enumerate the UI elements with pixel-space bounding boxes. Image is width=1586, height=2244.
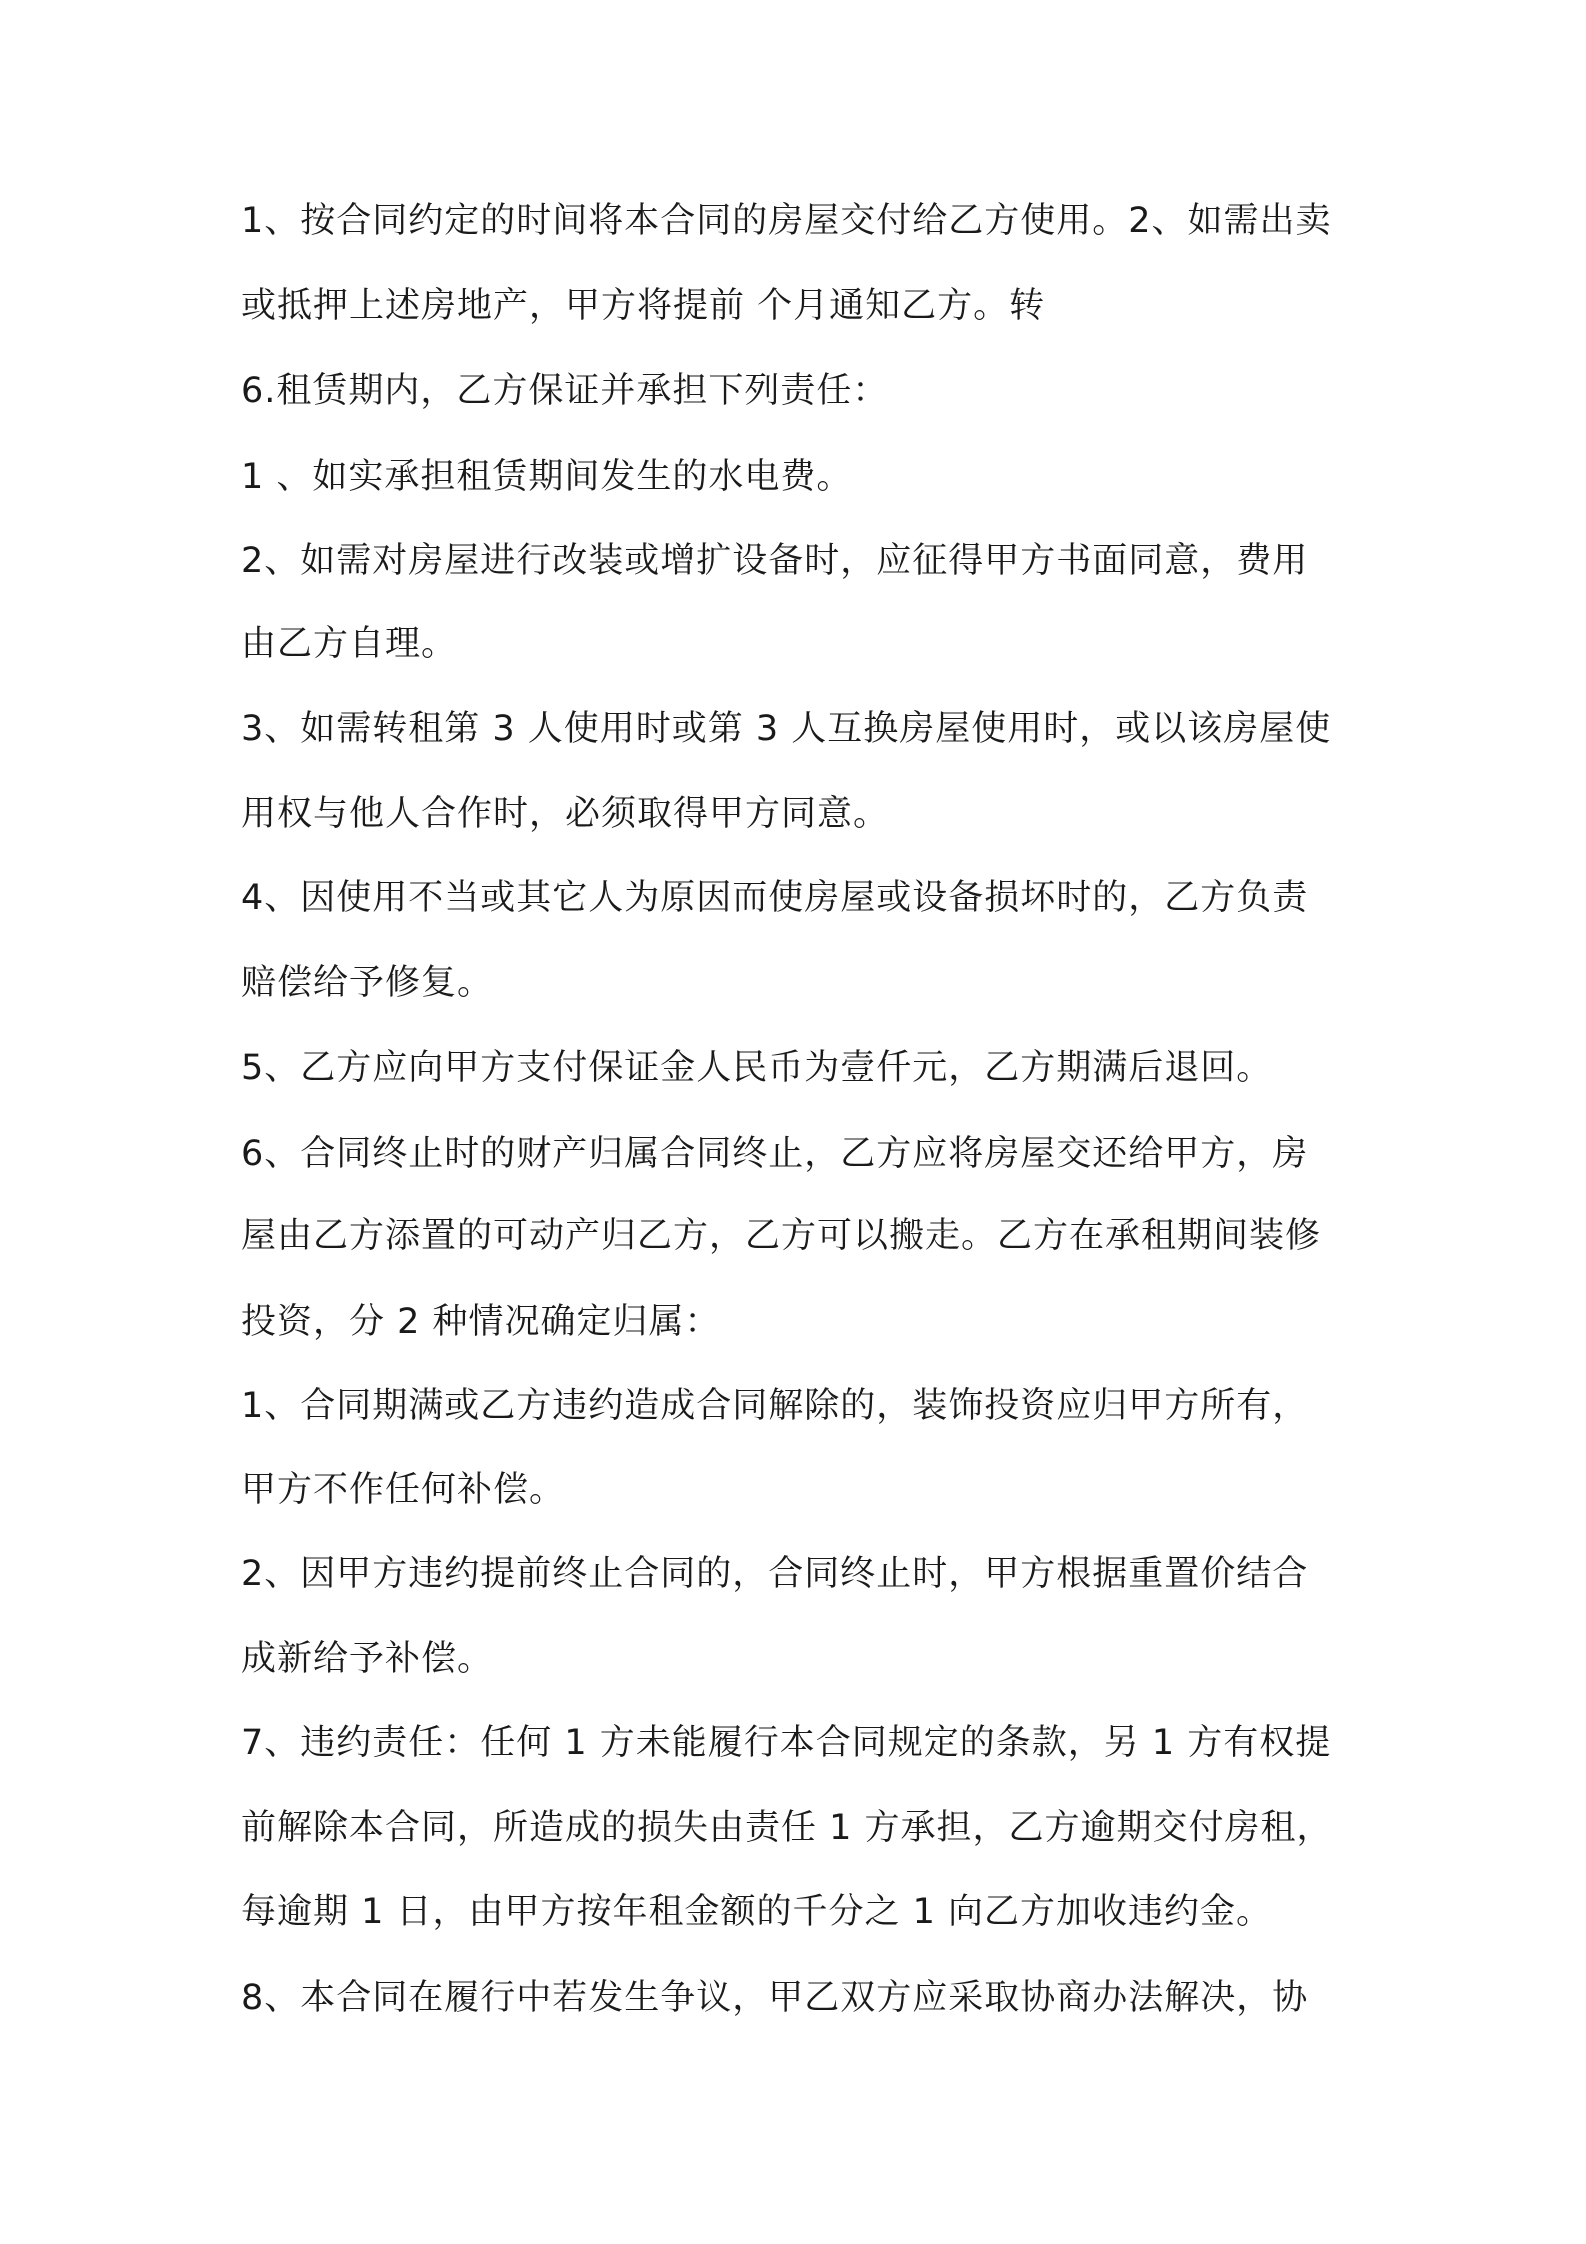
- text-line: 6、合同终止时的财产归属合同终止，乙方应将房屋交还给甲方，房: [241, 1134, 1309, 1174]
- text-line: 或抵押上述房地产，甲方将提前 个月通知乙方。转: [241, 286, 1046, 326]
- text-line: 8、本合同在履行中若发生争议，甲乙双方应采取协商办法解决，协: [241, 1978, 1309, 2018]
- text-line: 用权与他人合作时，必须取得甲方同意。: [241, 794, 890, 834]
- text-line: 1、合同期满或乙方违约造成合同解除的，装饰投资应归甲方所有，: [241, 1386, 1309, 1426]
- text-line: 2、因甲方违约提前终止合同的，合同终止时，甲方根据重置价结合: [241, 1554, 1309, 1594]
- text-line: 6.租赁期内，乙方保证并承担下列责任：: [241, 371, 889, 411]
- text-line: 由乙方自理。: [241, 624, 458, 664]
- text-line: 每逾期 1 日，由甲方按年租金额的千分之 1 向乙方加收违约金。: [241, 1892, 1273, 1932]
- text-line: 1、按合同约定的时间将本合同的房屋交付给乙方使用。2、如需出卖: [241, 201, 1332, 241]
- text-line: 前解除本合同，所造成的损失由责任 1 方承担，乙方逾期交付房租，: [241, 1808, 1333, 1848]
- text-line: 赔偿给予修复。: [241, 963, 494, 1003]
- text-line: 成新给予补偿。: [241, 1639, 494, 1679]
- text-line: 4、因使用不当或其它人为原因而使房屋或设备损坏时的，乙方负责: [241, 878, 1309, 918]
- text-line: 投资，分 2 种情况确定归属：: [241, 1302, 721, 1342]
- text-line: 3、如需转租第 3 人使用时或第 3 人互换房屋使用时，或以该房屋使: [241, 709, 1332, 749]
- text-line: 1 、如实承担租赁期间发生的水电费。: [241, 457, 853, 497]
- text-line: 屋由乙方添置的可动产归乙方，乙方可以搬走。乙方在承租期间装修: [241, 1216, 1322, 1256]
- text-line: 2、如需对房屋进行改装或增扩设备时，应征得甲方书面同意，费用: [241, 541, 1309, 581]
- text-line: 5、乙方应向甲方支付保证金人民币为壹仟元，乙方期满后退回。: [241, 1048, 1273, 1088]
- text-line: 7、违约责任：任何 1 方未能履行本合同规定的条款，另 1 方有权提: [241, 1723, 1332, 1763]
- text-line: 甲方不作任何补偿。: [241, 1470, 566, 1510]
